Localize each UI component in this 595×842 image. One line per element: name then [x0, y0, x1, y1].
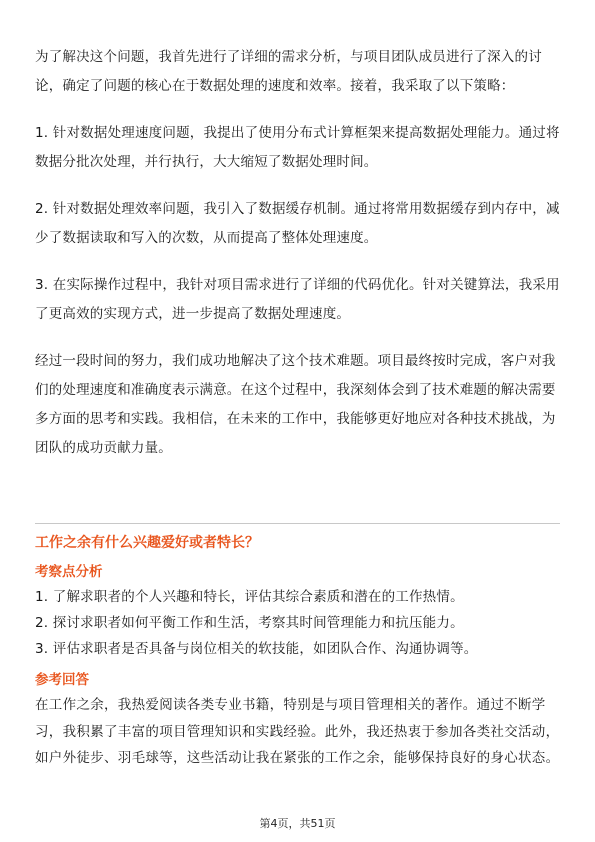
document-body	[35, 43, 560, 463]
analysis-item-2: 2. 探讨求职者如何平衡工作和生活，考察其时间管理能力和抗压能力。	[35, 615, 464, 631]
strategy-item-2: 2. 针对数据处理效率问题，我引入了数据缓存机制。通过将常用数据缓存到内存中，减少了数据读取和写入的次数，从而提高了整体处理速度。	[35, 201, 560, 246]
qa-section	[35, 530, 560, 772]
answer-paragraph: 在工作之余，我热爱阅读各类专业书籍，特别是与项目管理相关的著作。通过不断学习，我积累了丰富的项目管理知识和实践经验。此外，我还热衷于参加各类社交活动，如户外徒步、羽毛球等，这些活动让我在紧张的工作之余，能够保持良好的身心状态。	[35, 697, 560, 766]
strategy-item-3: 3. 在实际操作过程中，我针对项目需求进行了详细的代码优化。针对关键算法，我采用了更高效的实现方式，进一步提高了数据处理速度。	[35, 277, 560, 322]
conclusion-paragraph: 经过一段时间的努力，我们成功地解决了这个技术难题。项目最终按时完成，客户对我们的处理速度和准确度表示满意。在这个过程中，我深刻体会到了技术难题的解决需要多方面的思考和实践。我相信，在未来的工作中，我能够更好地应对各种技术挑战，为团队的成功贡献力量。	[35, 353, 556, 456]
analysis-item-1: 1. 了解求职者的个人兴趣和特长，评估其综合素质和潜在的工作热情。	[35, 589, 464, 605]
analysis-item-3: 3. 评估求职者是否具备与岗位相关的软技能，如团队合作、沟通协调等。	[35, 641, 478, 657]
strategy-item-1: 1. 针对数据处理速度问题，我提出了使用分布式计算框架来提高数据处理能力。通过将数据分批次处理，并行执行，大大缩短了数据处理时间。	[35, 125, 560, 170]
intro-paragraph: 为了解决这个问题，我首先进行了详细的需求分析，与项目团队成员进行了深入的讨论，确定了问题的核心在于数据处理的速度和效率。接着，我采取了以下策略：	[35, 49, 542, 94]
section-divider	[35, 523, 560, 524]
question-heading: 工作之余有什么兴趣爱好或者特长？	[35, 535, 259, 551]
page-number: 第4页，共51页	[259, 817, 336, 830]
analysis-heading: 考察点分析	[35, 564, 103, 580]
answer-heading: 参考回答	[35, 672, 89, 688]
